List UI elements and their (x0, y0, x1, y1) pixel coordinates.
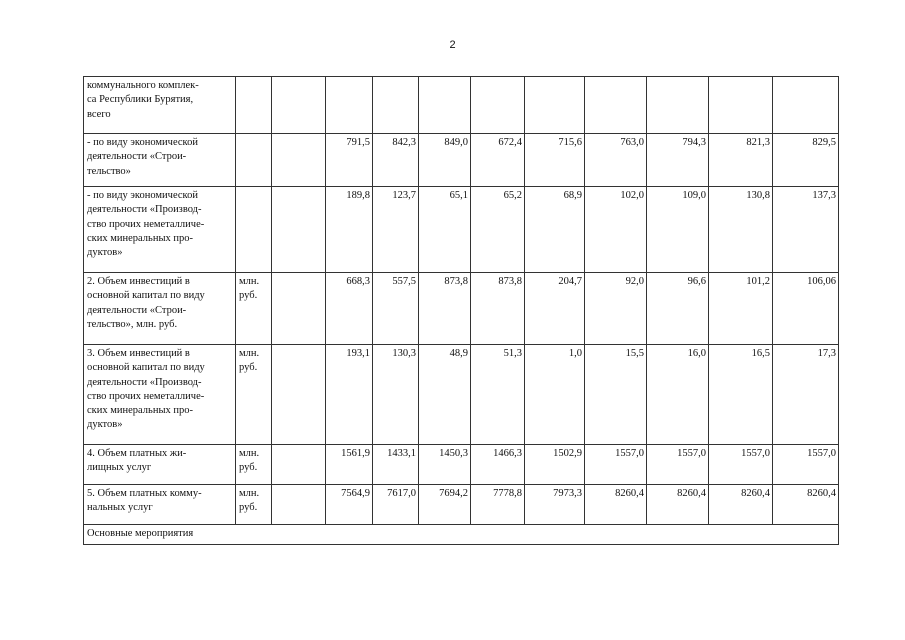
value-cell: 106,06 (773, 273, 839, 345)
value-cell (471, 77, 525, 134)
indicator-name-line: тельство», млн. руб. (87, 318, 178, 330)
indicator-name-line: ство прочих неметалличе- (87, 218, 205, 230)
value-cell: 8260,4 (709, 485, 773, 525)
value-cell (525, 77, 585, 134)
value-cell: 873,8 (471, 273, 525, 345)
value-cell: 763,0 (585, 134, 647, 187)
value-cell: 65,2 (471, 187, 525, 273)
value-cell: 51,3 (471, 345, 525, 445)
indicator-name-line: основной капитал по виду (87, 290, 205, 302)
value-cell (419, 77, 471, 134)
value-cell (373, 77, 419, 134)
indicator-name-line: деятельности «Строи- (87, 151, 187, 163)
value-cell: 8260,4 (773, 485, 839, 525)
value-cell: 829,5 (773, 134, 839, 187)
empty-cell (272, 273, 326, 345)
empty-cell (272, 485, 326, 525)
empty-cell (272, 187, 326, 273)
value-cell: 791,5 (326, 134, 373, 187)
value-cell: 1502,9 (525, 445, 585, 485)
unit-cell (236, 187, 272, 273)
unit-line: руб. (239, 290, 258, 302)
value-cell: 101,2 (709, 273, 773, 345)
unit-line: млн. (239, 488, 260, 499)
unit-cell (236, 445, 272, 485)
indicator-name-line: деятельности «Производ- (87, 204, 202, 216)
value-cell: 1557,0 (709, 445, 773, 485)
value-cell: 7564,9 (326, 485, 373, 525)
indicator-name-line: 5. Объем платных комму- (87, 488, 202, 499)
table-row (84, 134, 839, 187)
indicator-name-line: 2. Объем инвестиций в (87, 276, 190, 287)
value-cell (585, 77, 647, 134)
value-cell: 92,0 (585, 273, 647, 345)
value-cell: 668,3 (326, 273, 373, 345)
unit-line: руб. (239, 502, 258, 514)
value-cell: 130,8 (709, 187, 773, 273)
value-cell: 842,3 (373, 134, 419, 187)
value-cell (647, 77, 709, 134)
value-cell: 1557,0 (647, 445, 709, 485)
value-cell: 1557,0 (773, 445, 839, 485)
indicator-name-line: лищных услуг (87, 462, 152, 474)
value-cell: 109,0 (647, 187, 709, 273)
unit-line: руб. (239, 462, 258, 474)
value-cell: 130,3 (373, 345, 419, 445)
indicator-name-cell (84, 187, 236, 273)
indicator-name-line: основной капитал по виду (87, 362, 205, 374)
table-row (84, 187, 839, 273)
unit-line: млн. (239, 348, 260, 359)
indicator-name-line: са Республики Бурятия, (87, 94, 194, 106)
value-cell: 96,6 (647, 273, 709, 345)
value-cell: 8260,4 (647, 485, 709, 525)
value-cell: 715,6 (525, 134, 585, 187)
value-cell: 821,3 (709, 134, 773, 187)
empty-cell (272, 445, 326, 485)
value-cell: 16,0 (647, 345, 709, 445)
value-cell: 8260,4 (585, 485, 647, 525)
empty-cell (272, 345, 326, 445)
value-cell: 1557,0 (585, 445, 647, 485)
value-cell: 7973,3 (525, 485, 585, 525)
table-row (84, 485, 839, 525)
value-cell: 849,0 (419, 134, 471, 187)
page-number: 2 (449, 39, 456, 51)
value-cell: 15,5 (585, 345, 647, 445)
value-cell: 7617,0 (373, 485, 419, 525)
indicator-name-cell (84, 77, 236, 134)
empty-cell (272, 134, 326, 187)
empty-cell (272, 77, 326, 134)
value-cell: 193,1 (326, 345, 373, 445)
value-cell: 873,8 (419, 273, 471, 345)
value-cell: 1433,1 (373, 445, 419, 485)
value-cell: 65,1 (419, 187, 471, 273)
value-cell: 48,9 (419, 345, 471, 445)
value-cell: 1466,3 (471, 445, 525, 485)
indicator-name-cell (84, 134, 236, 187)
value-cell (773, 77, 839, 134)
table-row (84, 77, 839, 134)
indicator-name-line: дуктов» (87, 247, 123, 259)
value-cell: 1450,3 (419, 445, 471, 485)
value-cell: 137,3 (773, 187, 839, 273)
indicator-name-line: деятельности «Производ- (87, 376, 202, 388)
indicator-name-cell (84, 345, 236, 445)
value-cell: 1,0 (525, 345, 585, 445)
indicator-name-line: деятельности «Строи- (87, 304, 187, 316)
table-row (84, 445, 839, 485)
section-heading: Основные мероприятия (84, 525, 839, 545)
indicator-name-line: ских минеральных про- (87, 405, 193, 417)
unit-line: руб. (239, 362, 258, 374)
value-cell: 189,8 (326, 187, 373, 273)
unit-cell (236, 345, 272, 445)
indicator-name-line: ских минеральных про- (87, 232, 193, 244)
value-cell: 7778,8 (471, 485, 525, 525)
value-cell (709, 77, 773, 134)
indicator-name-cell (84, 485, 236, 525)
value-cell (326, 77, 373, 134)
value-cell: 204,7 (525, 273, 585, 345)
unit-cell (236, 134, 272, 187)
value-cell: 1561,9 (326, 445, 373, 485)
indicator-name-line: - по виду экономической (87, 137, 198, 148)
value-cell: 557,5 (373, 273, 419, 345)
indicators-table (83, 76, 839, 545)
value-cell: 68,9 (525, 187, 585, 273)
unit-cell (236, 273, 272, 345)
unit-cell (236, 485, 272, 525)
table-row (84, 345, 839, 445)
indicator-name-line: нальных услуг (87, 502, 153, 514)
indicator-name-line: 4. Объем платных жи- (87, 448, 187, 459)
indicator-name-line: дуктов» (87, 419, 123, 431)
value-cell: 794,3 (647, 134, 709, 187)
indicator-name-line: ство прочих неметалличе- (87, 390, 205, 402)
indicator-name-line: - по виду экономической (87, 190, 198, 201)
indicator-name-cell (84, 445, 236, 485)
unit-line: млн. (239, 276, 260, 287)
indicator-name-line: 3. Объем инвестиций в (87, 348, 190, 359)
indicator-name-line: всего (87, 108, 111, 120)
value-cell: 17,3 (773, 345, 839, 445)
value-cell: 102,0 (585, 187, 647, 273)
value-cell: 672,4 (471, 134, 525, 187)
indicator-name-line: коммунального комплек- (87, 80, 199, 91)
indicator-name-line: тельство» (87, 165, 131, 177)
unit-cell (236, 77, 272, 134)
value-cell: 16,5 (709, 345, 773, 445)
section-row (84, 525, 839, 545)
value-cell: 7694,2 (419, 485, 471, 525)
indicator-name-cell (84, 273, 236, 345)
value-cell: 123,7 (373, 187, 419, 273)
unit-line: млн. (239, 448, 260, 459)
table-row (84, 273, 839, 345)
